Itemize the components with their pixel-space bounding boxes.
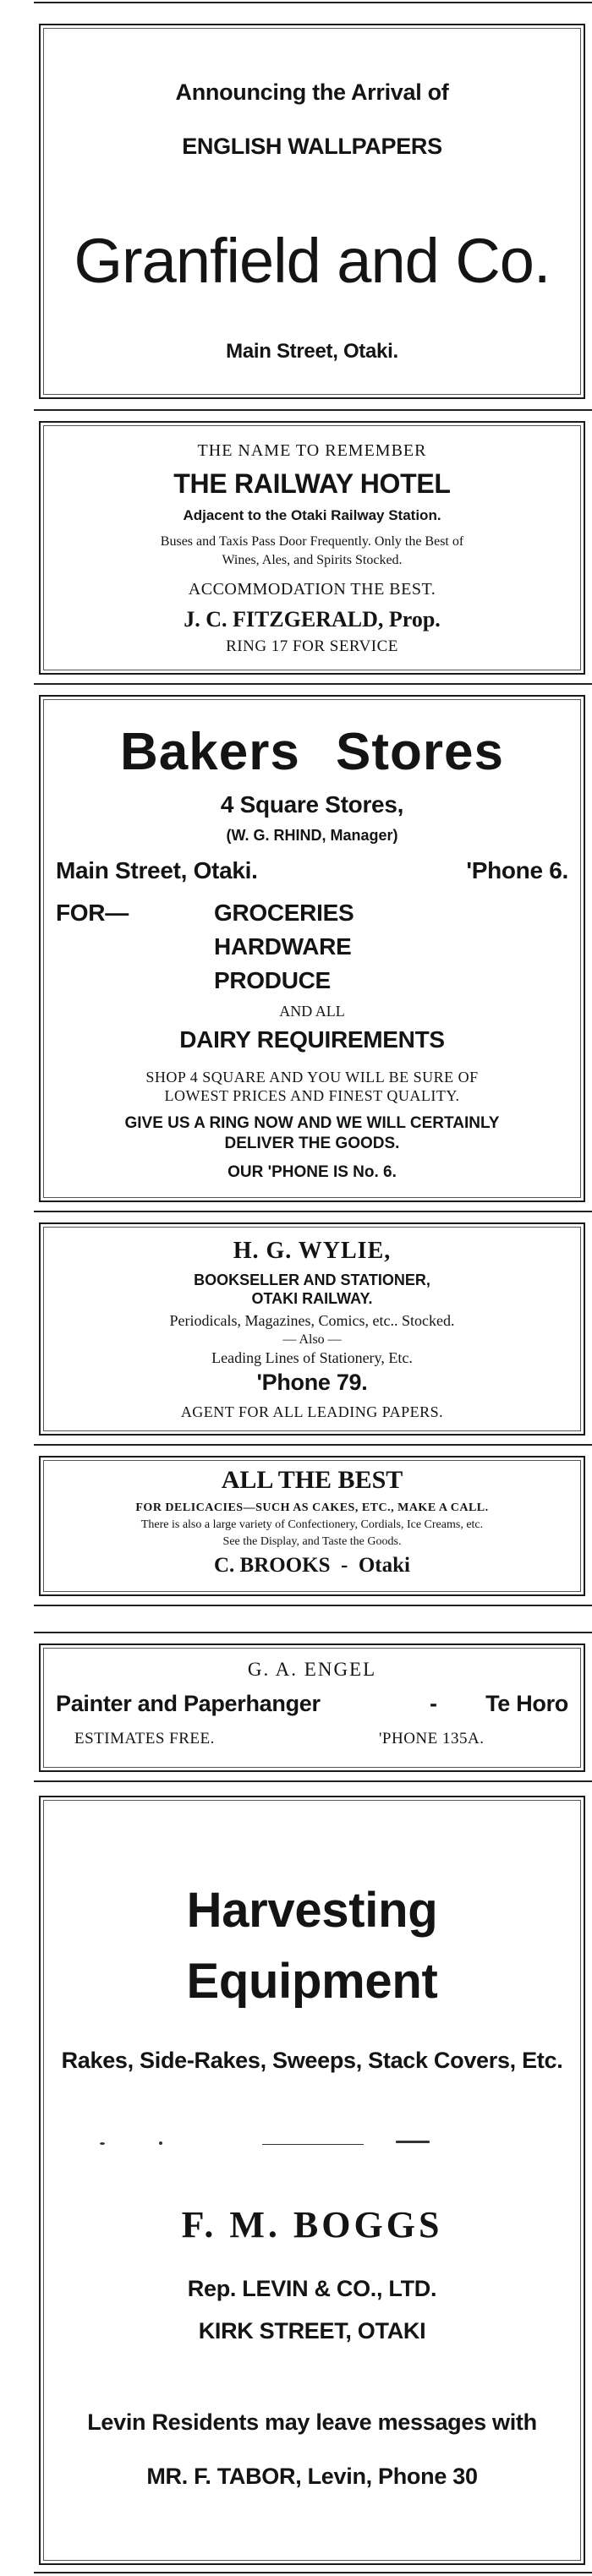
divider <box>34 1632 592 1633</box>
announcement: Announcing the Arrival of <box>175 79 449 105</box>
bakers-address: Main Street, Otaki. <box>56 857 258 883</box>
hotel-ring: RING 17 FOR SERVICE <box>226 637 398 655</box>
hotel-proprietor: J. C. FITZGERALD, Prop. <box>184 607 441 632</box>
divider <box>34 1444 592 1446</box>
divider <box>34 1605 592 1606</box>
hotel-tagline: THE NAME TO REMEMBER <box>197 441 427 460</box>
bakers-ring-2: DELIVER THE GOODS. <box>224 1135 400 1152</box>
bakers-item: PRODUCE <box>214 967 331 993</box>
engel-separator: - <box>430 1691 437 1716</box>
wylie-leading: Leading Lines of Stationery, Etc. <box>211 1349 413 1366</box>
wylie-trade-2: OTAKI RAILWAY. <box>251 1290 373 1307</box>
wylie-phone: 'Phone 79. <box>256 1370 368 1395</box>
bakers-phone: 'Phone 6. <box>466 857 568 883</box>
bakers-ring-1: GIVE US A RING NOW AND WE WILL CERTAINLY <box>124 1114 500 1132</box>
railway-hotel-ad <box>39 421 585 675</box>
boggs-headline-2: Equipment <box>186 1954 438 2009</box>
wylie-name: H. G. WYLIE, <box>233 1238 392 1264</box>
hotel-services-2: Wines, Ales, and Spirits Stocked. <box>222 553 403 567</box>
engel-ad <box>39 1643 585 1772</box>
print-speck <box>396 2141 430 2143</box>
engel-trade: Painter and Paperhanger <box>56 1691 321 1716</box>
bottom-rule <box>34 2572 592 2573</box>
hotel-name: THE RAILWAY HOTEL <box>173 468 451 499</box>
brooks-name: C. BROOKS - Otaki <box>214 1554 410 1577</box>
boggs-ad <box>39 1796 585 2565</box>
bakers-phone-line: OUR 'PHONE IS No. 6. <box>227 1163 397 1181</box>
bakers-dairy: DAIRY REQUIREMENTS <box>179 1026 445 1053</box>
wylie-ad <box>39 1222 585 1436</box>
divider <box>34 1780 592 1782</box>
wylie-trade-1: BOOKSELLER AND STATIONER, <box>194 1272 430 1288</box>
print-speck <box>159 2141 162 2145</box>
print-speck <box>100 2142 105 2145</box>
brooks-line-2: There is also a large variety of Confectionery, Cordials, Ice Creams, etc. <box>140 1518 484 1531</box>
wallpapers-line: ENGLISH WALLPAPERS <box>182 134 442 159</box>
engel-place: Te Horo <box>485 1691 568 1716</box>
wylie-periodicals: Periodicals, Magazines, Comics, etc.. Stocked. <box>169 1312 455 1329</box>
wylie-agent: AGENT FOR ALL LEADING PAPERS. <box>180 1403 444 1420</box>
top-rule <box>34 2 592 3</box>
hotel-accommodation: ACCOMMODATION THE BEST. <box>188 580 436 599</box>
granfield-name: Granfield and Co. <box>74 226 551 296</box>
bakers-item: GROCERIES <box>214 900 354 926</box>
engel-phone: 'PHONE 135A. <box>379 1730 485 1747</box>
divider <box>34 683 592 685</box>
hotel-location: Adjacent to the Otaki Railway Station. <box>183 507 441 523</box>
brooks-headline: ALL THE BEST <box>221 1466 403 1494</box>
bakers-shop-1: SHOP 4 SQUARE AND YOU WILL BE SURE OF <box>145 1069 479 1086</box>
bakers-item: HARDWARE <box>214 933 352 960</box>
bakers-subtitle: 4 Square Stores, <box>220 791 404 818</box>
divider <box>34 409 592 411</box>
engel-estimates: ESTIMATES FREE. <box>74 1730 215 1747</box>
granfield-address: Main Street, Otaki. <box>226 340 398 363</box>
brooks-line-1: FOR DELICACIES—SUCH AS CAKES, ETC., MAKE A CALL. <box>135 1501 489 1514</box>
hotel-services-1: Buses and Taxis Pass Door Frequently. Only the Best of <box>160 534 464 549</box>
boggs-name: F. M. BOGGS <box>181 2204 443 2245</box>
bakers-shop-2: LOWEST PRICES AND FINEST QUALITY. <box>164 1087 460 1104</box>
bakers-for-label: FOR— <box>56 900 129 926</box>
boggs-rep: Rep. LEVIN & CO., LTD. <box>187 2276 437 2301</box>
bakers-manager: (W. G. RHIND, Manager) <box>226 827 398 844</box>
boggs-tabor: MR. F. TABOR, Levin, Phone 30 <box>146 2464 478 2489</box>
bakers-and-all: AND ALL <box>279 1003 345 1020</box>
boggs-street: KIRK STREET, OTAKI <box>198 2318 426 2344</box>
wylie-also: — Also — <box>282 1332 342 1347</box>
bakers-name: Bakers Stores <box>119 723 505 781</box>
boggs-items: Rakes, Side-Rakes, Sweeps, Stack Covers, Etc. <box>61 2048 563 2073</box>
boggs-levin: Levin Residents may leave messages with <box>87 2409 537 2435</box>
boggs-headline-1: Harvesting <box>186 1883 438 1938</box>
divider-dash <box>262 2144 364 2145</box>
brooks-line-3: See the Display, and Taste the Goods. <box>222 1535 402 1548</box>
divider <box>34 1211 592 1212</box>
granfield-ad <box>39 24 585 399</box>
brooks-ad <box>39 1456 585 1596</box>
engel-name: G. A. ENGEL <box>247 1659 377 1680</box>
bakers-stores-ad <box>39 695 585 1202</box>
